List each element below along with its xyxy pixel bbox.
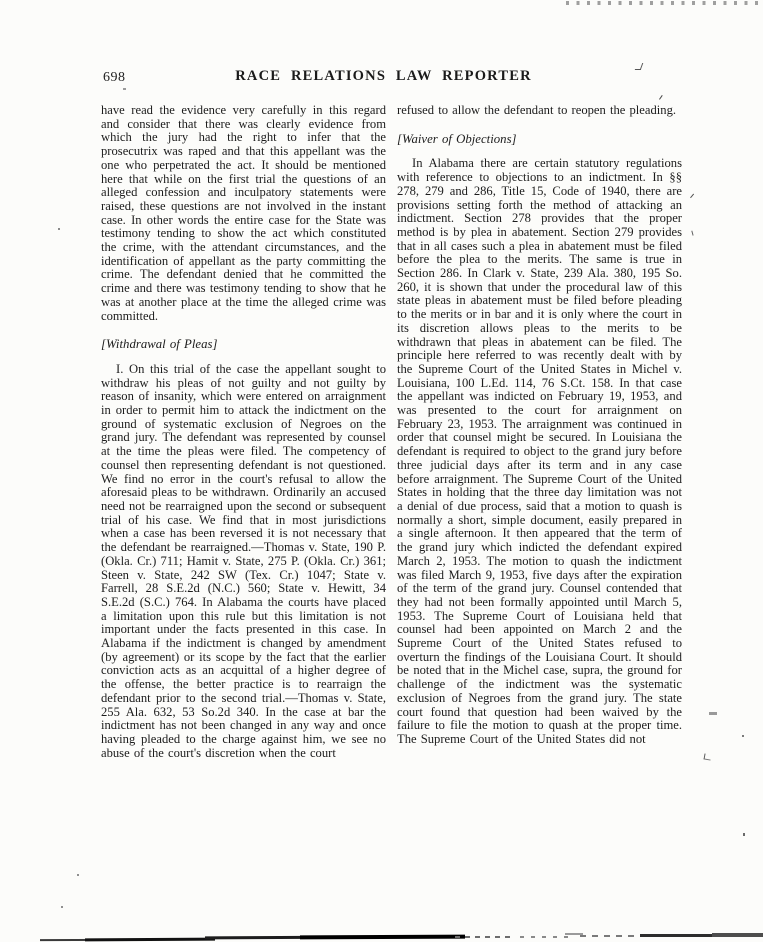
running-header-title: RACE RELATIONS LAW REPORTER (235, 68, 532, 84)
margin-speck (123, 88, 126, 90)
running-header (101, 68, 682, 88)
section-heading-withdrawal-of-pleas: [Withdrawal of Pleas] (101, 337, 218, 352)
right-column (397, 104, 682, 760)
margin-speck (77, 874, 79, 876)
margin-speck (659, 95, 666, 102)
margin-speck (742, 735, 744, 737)
page-number: 698 (103, 70, 126, 85)
margin-speck (690, 194, 698, 202)
margin-speck (709, 712, 717, 715)
left-column (101, 104, 386, 760)
margin-speck (61, 906, 63, 908)
body-paragraph: I. On this trial of the case the appellant sought to withdraw his pleas of not guilty and not guilty by reason of insanity, which were entered on arraignment in order to permit him to attack the indictment on the ground of systematic exclusion of Negroes on the grand jury. The defendant was represented by counsel at the time the pleas were filed. The competency of counsel then representing defendant is not questioned. We find no error in the court's refusal to allow the aforesaid pleas to be withdrawn. Ordinarily an accused need not be rearraigned upon the second or subsequent trial of his case. We find that in most jurisdictions when a case has been reversed it is not necessary that the defendant be rearraigned.—Thomas v. State, 190 P. (Okla. Cr.) 711; Hamit v. State, 275 P. (Okla. Cr.) 361; Steen v. State, 242 SW (Tex. Cr.) 1047; State v. Farrell, 28 S.E.2d (N.C.) 560; State v. Hewitt, 34 S.E.2d (S.C.) 764. In Alabama the courts have placed a limitation upon this rule but this limitation is not important under the facts presented in this case. In Alabama if the indictment is changed by amendment (by agreement) or its scope by the fact that the earlier conviction acts as an acquittal of a higher degree of the offense, the better practice is to rearraign the defendant prior to the second trial.—Thomas v. State, 255 Ala. 632, 53 So.2d 340. In the case at bar the indictment has not been changed in any way and once having pleaded to the charge against him, we see no abuse of the court's discretion when the court (101, 361, 386, 760)
section-heading-waiver-of-objections: [Waiver of Objections] (397, 131, 517, 146)
body-paragraph: have read the evidence very carefully in this regard and consider that there was clearly evidence from which the jury had the right to infer that the prosecutrix was raped and that this appellant was the one who perpetrated the act. It should be mentioned here that while on the first trial the questions of an alleged confession and inculpatory statements were raised, these questions are not involved in the instant case. In other words the entire case for the State was testimony tending to show the act which constituted the crime, with the attendant circumstances, and the identification of appellant as the party committing the crime. The defendant denied that he committed the crime and there was testimony tending to show that he was at another place at the time the alleged crime was committed. (101, 103, 386, 323)
body-paragraph: refused to allow the defendant to reopen the pleading. (397, 103, 677, 117)
margin-speck (58, 228, 60, 230)
margin-speck (704, 753, 712, 760)
text-columns (101, 104, 682, 760)
margin-speck (743, 833, 745, 836)
margin-speck (688, 231, 693, 237)
body-paragraph: In Alabama there are certain statutory regulations with reference to objections to an indictment. In §§ 278, 279 and 286, Title 15, Code of 1940, there are provisions setting forth the method of attacking an indictment. Section 278 provides that the proper method is by plea in abatement. Section 279 provides that in all cases such a plea in abatement must be filed before the plea to the merits. The same is true in Section 286. In Clark v. State, 239 Ala. 380, 195 So. 260, it is shown that under the procedural law of this state pleas in abatement must be filed before pleading to the merits or in bar and it is only where the court in its discretion allows pleas to the merits to be withdrawn that pleas in abatement can be filed. The principle here referred to was recently dealt with by the Supreme Court of the United States in Michel v. Louisiana, 100 L.Ed. 114, 76 S.Ct. 158. In that case the appellant was indicted on February 19, 1953, and was presented to the court for arraignment on February 23, 1953. The arraignment was continued in order that counsel might be secured. In Louisiana the defendant is required to object to the grand jury before three judicial days after its term and in any case before arraignment. The Supreme Court of the United States in holding that the three day limitation was not a denial of due process, said that a motion to quash is normally a short, simple document, easily prepared in a single afternoon. It then appeared that the term of the grand jury which indicted the defendant expired March 2, 1953. The motion to quash the indictment was filed March 9, 1953, five days after the expiration of the term of the grand jury. Counsel contended that they had not been formally appointed until March 5, 1953. The Supreme Court of Louisiana held that counsel had been appointed on March 2 and the Supreme Court of the United States refused to overturn the findings of the Louisiana Court. It should be noted that in the Michel case, supra, the ground for challenge of the indictment was the systematic exclusion of Negroes from the grand jury. The state court found that question had been waived by the failure to file the motion to quash at the proper time. The Supreme Court of the United States did not (397, 156, 682, 746)
perforation-dots (566, 1, 763, 5)
